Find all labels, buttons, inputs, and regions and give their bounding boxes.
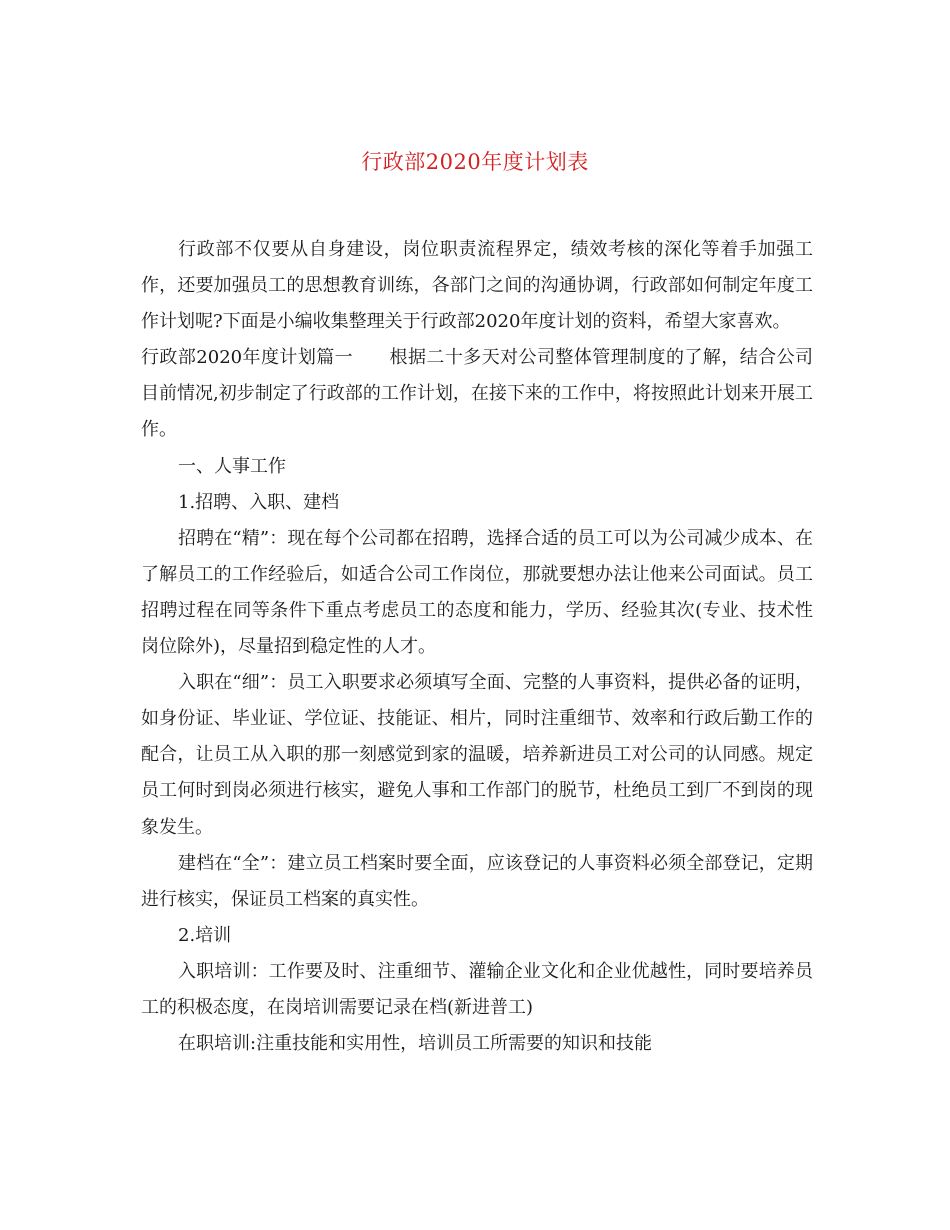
section-heading: 行政部2020年度计划篇一 [141, 347, 354, 369]
paragraph-recruitment: 招聘在“精”：现在每个公司都在招聘，选择合适的员工可以为公司减少成本、在了解员工的工作经验后，如适合公司工作岗位，那就要想办法让他来公司面试。员工招聘过程在同等条件下重点考虑员工的态度和能力，学历、经验其次(专业、技术性岗位除外)，尽量招到稳定性的人才。 [141, 527, 813, 658]
intro-paragraph: 行政部不仅要从自身建设，岗位职责流程界定，绩效考核的深化等着手加强工作，还要加强员工的思想教育训练，各部门之间的沟通协调，行政部如何制定年度工作计划呢?下面是小编收集整理关于行政部2020年度计划的资料，希望大家喜欢。 [141, 239, 813, 333]
paragraph-onboarding: 入职在“细”：员工入职要求必须填写全面、完整的人事资料，提供必备的证明，如身份证、毕业证、学位证、技能证、相片，同时注重细节、效率和行政后勤工作的配合，让员工从入职的那一刻感觉到家的温暖，培养新进员工对公司的认同感。规定员工何时到岗必须进行核实，避免人事和工作部门的脱节，杜绝员工到厂不到岗的现象发生。 [141, 672, 813, 838]
heading-personnel: 一、人事工作 [178, 455, 286, 477]
subheading-recruitment: 1.招聘、入职、建档 [178, 491, 340, 513]
paragraph-filing: 建档在“全”：建立员工档案时要全面，应该登记的人事资料必须全部登记，定期进行核实，保证员工档案的真实性。 [141, 852, 813, 910]
section-intro-text: 根据二十多天对公司整体管理制度的了解，结合公司目前情况,初步制定了行政部的工作计划，在接下来的工作中，将按照此计划来开展工作。 [141, 347, 813, 441]
document-body [141, 232, 813, 1062]
document-title: 行政部2020年度计划表 [361, 150, 589, 174]
paragraph-inservice-training: 在职培训:注重技能和实用性，培训员工所需要的知识和技能 [178, 1033, 653, 1055]
subheading-training: 2.培训 [178, 924, 232, 946]
section-paragraph [141, 340, 813, 448]
paragraph-onboarding-training: 入职培训：工作要及时、注重细节、灌输企业文化和企业优越性，同时要培养员工的积极态度，在岗培训需要记录在档(新进普工) [141, 960, 813, 1018]
